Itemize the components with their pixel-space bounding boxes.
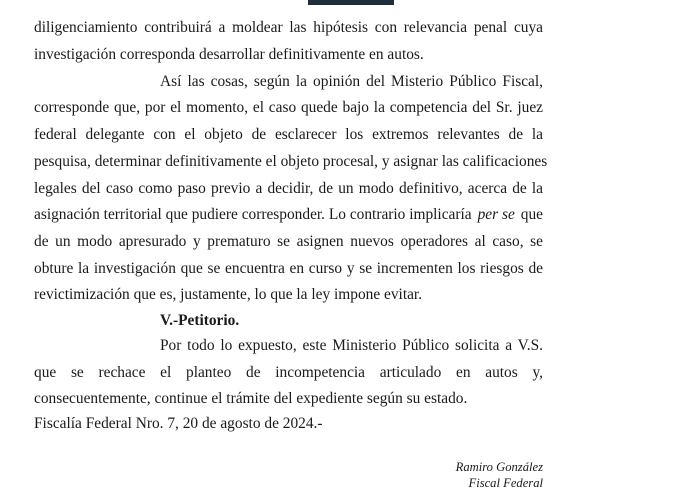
text-line: que se rechace el planteo de incompetencia articulado en autos y,	[34, 364, 543, 381]
text-line: de un modo apresurado y prematuro se asignen nuevos operadores al caso, se	[34, 233, 543, 250]
text-line: obture la investigación que se encuentra en curso y se incrementen los riesgos de	[34, 260, 543, 277]
text-line: investigación corresponda desarrollar definitivamente en autos.	[34, 46, 424, 63]
text-line: pesquisa, determinar definitivamente el objeto procesal, y asignar las calificaciones	[34, 153, 548, 170]
text-line: federal delegante con el objeto de esclarecer los extremos relevantes de la	[34, 126, 543, 143]
text-line: diligenciamiento contribuirá a moldear las hipótesis con relevancia penal cuya	[34, 19, 543, 36]
signature-title: Fiscal Federal	[468, 476, 543, 490]
header-rule	[308, 0, 394, 5]
text-line-with-latin	[34, 204, 543, 226]
paragraph-first-line: Por todo lo expuesto, este Ministerio Público solicita a V.S.	[160, 337, 543, 354]
latin-phrase: per se	[477, 206, 515, 223]
text-line: revictimización que es, justamente, lo que la ley impone evitar.	[34, 286, 423, 303]
text-line: legales del caso como paso previo a decidir, de un modo definitivo, acerca de la	[34, 180, 543, 197]
text-line: consecuentemente, continue el trámite del expediente según su estado.	[34, 390, 468, 407]
text-line: corresponde que, por el momento, el caso quede bajo la competencia del Sr. juez	[34, 99, 543, 116]
signature-name: Ramiro González	[455, 460, 543, 474]
text-segment: asignación territorial que pudiere corresponder. Lo contrario implicaría	[34, 206, 472, 223]
paragraph-first-line: Así las cosas, según la opinión del Misterio Público Fiscal,	[160, 73, 543, 90]
section-heading: V.-Petitorio.	[160, 312, 240, 329]
text-segment: que	[520, 206, 543, 223]
closing-place-date: Fiscalía Federal Nro. 7, 20 de agosto de 2024.-	[34, 415, 323, 432]
